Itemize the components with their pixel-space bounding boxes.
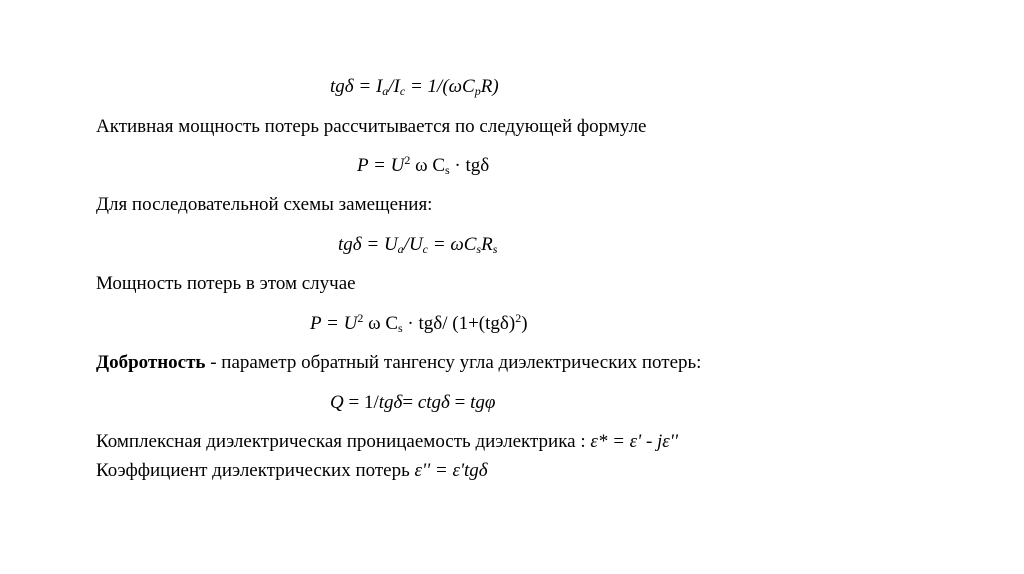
formula-text: R) (480, 76, 499, 97)
formula-text: /U (403, 234, 423, 255)
formula-superscript: 2 (404, 153, 411, 167)
formula-tg-delta-parallel (330, 76, 499, 98)
formula-text: = U (361, 234, 398, 255)
formula-q-factor (330, 392, 495, 414)
formula-text: δ (352, 234, 362, 255)
formula-text: ω C (363, 313, 398, 334)
formula-power-series (310, 313, 528, 335)
formula-text: = I (353, 76, 383, 97)
formula-text: tg (338, 234, 353, 255)
formula-text: P = U (310, 313, 358, 334)
formula-subscript: c (422, 242, 428, 256)
formula-subscript: s (492, 242, 498, 256)
formula-text: = (449, 392, 471, 413)
formula-text: tgδ (460, 155, 490, 176)
formula-text: ) (521, 313, 528, 334)
formula-subscript: p (474, 84, 481, 98)
formula-text: ε* = ε' - jε'' (590, 431, 678, 452)
formula-text: Q (330, 392, 344, 413)
formula-text: tg (330, 76, 345, 97)
formula-text: · (449, 155, 461, 176)
formula-text: = (402, 392, 418, 413)
formula-power-parallel (357, 155, 489, 177)
formula-text: tgφ (470, 392, 496, 413)
formula-tg-delta-series (338, 234, 497, 256)
formula-text: /I (388, 76, 400, 97)
text-active-power: Активная мощность потерь рассчитывается по следующей формуле (96, 116, 647, 137)
formula-subscript: s (398, 321, 403, 335)
formula-text: R (481, 234, 493, 255)
text-loss-coefficient (96, 460, 488, 482)
formula-text: tgδ/ (1+(tgδ) (413, 313, 516, 334)
formula-text: ω C (410, 155, 445, 176)
formula-superscript: 2 (515, 311, 522, 325)
formula-text: · (402, 313, 414, 334)
formula-text: = 1/(ωC (405, 76, 475, 97)
text-quality-factor (96, 352, 701, 374)
text-complex-permittivity (96, 431, 678, 453)
formula-superscript: 2 (357, 311, 364, 325)
formula-text: = 1/ (343, 392, 379, 413)
text-power-loss-case: Мощность потерь в этом случае (96, 273, 356, 294)
formula-subscript: s (476, 242, 482, 256)
formula-subscript: a (397, 242, 404, 256)
formula-text: tgδ (378, 392, 403, 413)
formula-subscript: a (382, 84, 389, 98)
formula-text: ε'' = ε'tgδ (414, 460, 488, 481)
formula-text: ctgδ (417, 392, 450, 413)
term-quality-factor: Добротность (96, 352, 206, 373)
plain-text: Коэффициент диэлектрических потерь (96, 460, 415, 481)
text-series-scheme: Для последовательной схемы замещения: (96, 194, 433, 215)
formula-text: δ (344, 76, 354, 97)
formula-subscript: s (445, 163, 450, 177)
formula-text: = ωC (428, 234, 477, 255)
plain-text: Комплексная диэлектрическая проницаемость диэлектрика : (96, 431, 591, 452)
formula-text: P = U (357, 155, 405, 176)
definition-text: - параметр обратный тангенсу угла диэлектрических потерь: (205, 352, 702, 373)
formula-subscript: c (399, 84, 406, 98)
